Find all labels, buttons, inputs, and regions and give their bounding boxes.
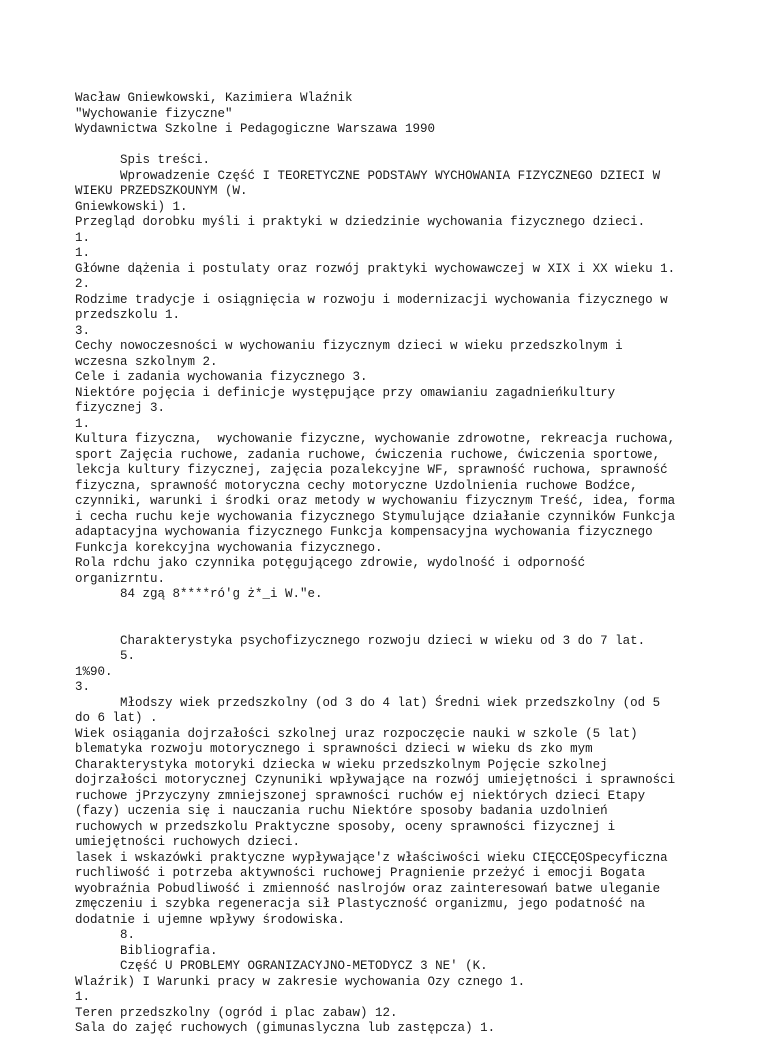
text-line: Wprowadzenie Część I TEORETYCZNE PODSTAWY WYCHOWANIA FIZYCZNEGO DZIECI W <box>75 168 661 183</box>
text-line: do 6 lat) . <box>75 711 158 725</box>
text-line: 3. <box>75 323 91 338</box>
text-line: blematyka rozwoju motorycznego i sprawności dzieci w wieku ds zko mym <box>75 742 593 756</box>
text-line: 3. <box>75 680 91 694</box>
text-line: Część U PROBLEMY OGRANIZACYJNO-METODYCZ 3 NE' (K. <box>75 959 488 973</box>
text-line: Wydawnictwa Szkolne i Pedagogiczne Warszawa 1990 <box>75 122 436 136</box>
text-line: 1. <box>75 230 91 245</box>
text-line: dojrzałości motorycznej Czynuniki wpływające na rozwój umiejętności i sprawności <box>75 773 676 787</box>
text-line: Główne dążenia i postulaty oraz rozwój praktyki wychowawczej w XIX i XX wieku 1. <box>75 261 676 276</box>
document-text <box>75 91 765 1037</box>
text-line <box>75 618 765 634</box>
text-line: Funkcja korekcyjna wychowania fizycznego. <box>75 540 383 555</box>
text-line: Gniewkowski) 1. <box>75 199 188 214</box>
text-line: Kultura fizyczna, wychowanie fizyczne, wychowanie zdrowotne, rekreacja ruchowa, <box>75 432 676 446</box>
text-line: lekcja kultury fizycznej, zajęcia pozalekcyjne WF, sprawność ruchowa, sprawność <box>75 463 668 477</box>
text-line: 8. <box>75 928 136 942</box>
text-line: Cechy nowoczesności w wychowaniu fizycznym dzieci w wieku przedszkolnym i <box>75 339 623 353</box>
text-line: organizrntu. <box>75 571 166 586</box>
text-line: Charakterystyka psychofizycznego rozwoju dzieci w wieku od 3 do 7 lat. <box>75 633 646 648</box>
text-line: umiejętności ruchowych dzieci. <box>75 835 301 849</box>
text-line: Przegląd dorobku myśli i praktyki w dziedzinie wychowania fizycznego dzieci. <box>75 215 646 229</box>
text-line: "Wychowanie fizyczne" <box>75 106 233 121</box>
text-line <box>75 138 765 154</box>
text-line: zmęczeniu i szybka regeneracja sił Plastyczność organizmu, jego podatność na <box>75 897 646 911</box>
text-line: czynniki, warunki i środki oraz metody w wychowaniu fizycznym Treść, idea, forma <box>75 494 676 508</box>
text-line: Spis treści. <box>75 153 211 167</box>
text-line: Wlaźrik) I Warunki pracy w zakresie wychowania Ozy cznego 1. <box>75 974 526 989</box>
text-line: wyobraźnia Pobudliwość i zmienność naslrojów oraz zainteresowań batwe uleganie <box>75 881 661 896</box>
text-line: 1. <box>75 990 91 1004</box>
text-line: ruchowych w przedszkolu Praktyczne sposoby, oceny sprawności fizycznej i <box>75 819 616 834</box>
text-line: Charakterystyka motoryki dziecka w wieku przedszkolnym Pojęcie szkolnej <box>75 757 608 772</box>
text-line: Wacław Gniewkowski, Kazimiera Wlaźnik <box>75 91 353 105</box>
text-line: przedszkolu 1. <box>75 308 181 322</box>
text-line: Teren przedszkolny (ogród i plac zabaw) 12. <box>75 1005 398 1020</box>
text-line: lasek i wskazówki praktyczne wypływające'z właściwości wieku CIĘCCĘOSpecyficzna <box>75 850 668 865</box>
text-line: Rodzime tradycje i osiągnięcia w rozwoju i modernizacji wychowania fizycznego w <box>75 292 668 307</box>
text-line: adaptacyjna wychowania fizycznego Funkcja kompensacyjna wychowania fizycznego <box>75 525 653 539</box>
text-line: 1. <box>75 416 91 431</box>
text-line: ruchliwość i potrzeba aktywności ruchowej Pragnienie przeżyć i emocji Bogata <box>75 866 646 880</box>
text-line: wczesna szkolnym 2. <box>75 354 218 369</box>
text-line: 1%90. <box>75 664 113 679</box>
text-line: (fazy) uczenia się i nauczania ruchu Niektóre sposoby badania uzdolnień <box>75 804 608 818</box>
text-line: sport Zajęcia ruchowe, zadania ruchowe, ćwiczenia ruchowe, ćwiczenia sportowe, <box>75 447 661 462</box>
text-line: i cecha ruchu keje wychowania fizycznego Stymulujące działanie czynników Funkcja <box>75 509 676 524</box>
text-line: Młodszy wiek przedszkolny (od 3 do 4 lat) Średni wiek przedszkolny (od 5 <box>75 695 661 710</box>
text-line: WIEKU PRZEDSZKOUNYM (W. <box>75 184 248 198</box>
text-line: 1. <box>75 246 91 260</box>
text-line <box>75 603 765 619</box>
text-line: 84 zgą 8****ró'g ż*_i W."e. <box>75 587 323 601</box>
text-line: Cele i zadania wychowania fizycznego 3. <box>75 370 368 384</box>
text-line: Rola rdchu jako czynnika potęgującego zdrowie, wydolność i odporność <box>75 556 586 570</box>
text-line: Niektóre pojęcia i definicje występujące przy omawianiu zagadnieńkultury <box>75 385 616 400</box>
text-line: Wiek osiągania dojrzałości szkolnej uraz rozpoczęcie nauki w szkole (5 lat) <box>75 726 638 741</box>
text-line: Sala do zajęć ruchowych (gimunaslyczna lub zastępcza) 1. <box>75 1021 496 1035</box>
text-line: Bibliografia. <box>75 943 218 958</box>
text-line: 5. <box>75 649 136 663</box>
text-line: ruchowe jPrzyczyny zmniejszonej sprawności ruchów ej niektórych dzieci Etapy <box>75 788 646 803</box>
text-line: 2. <box>75 277 91 291</box>
text-line: fizycznej 3. <box>75 401 166 415</box>
text-line: dodatnie i ujemne wpływy środowiska. <box>75 912 346 927</box>
text-line: fizyczna, sprawność motoryczna cechy motoryczne Uzdolnienia ruchowe Bodźce, <box>75 478 638 493</box>
